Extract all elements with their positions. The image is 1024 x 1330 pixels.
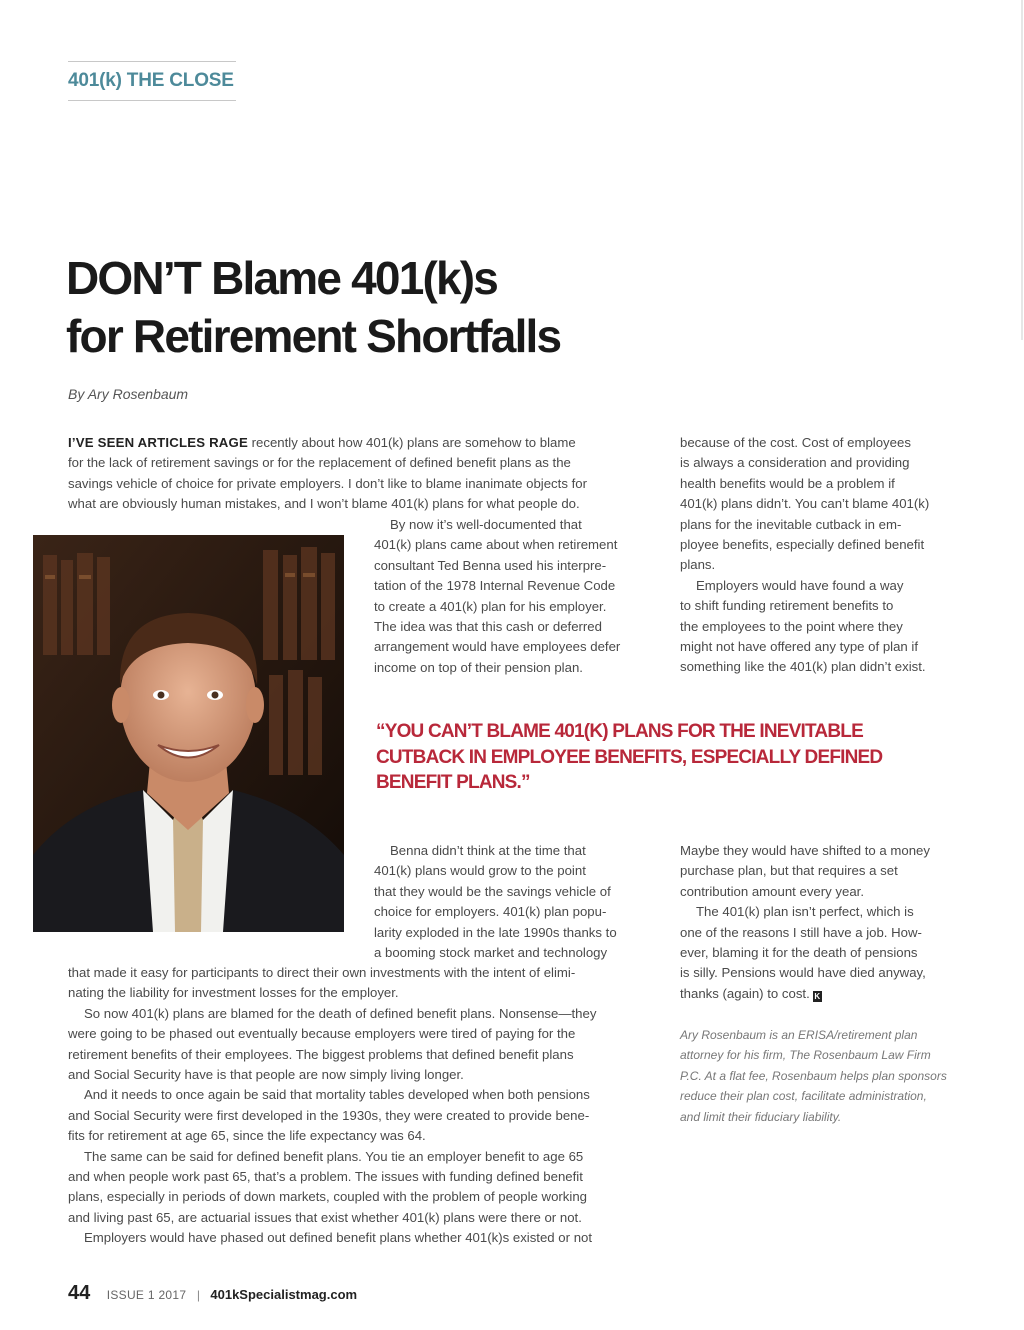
body-line: 401(k) plans would grow to the point [374,863,586,879]
issue-label: ISSUE 1 2017 [106,1288,187,1302]
middle-column-bottom [374,841,617,963]
author-photo [33,535,344,932]
title-line-1: DON’T Blame 401(k)s [66,252,498,304]
body-line: a booming stock market and technology [374,945,608,961]
body-line: to create a 401(k) plan for his employer. [374,598,607,614]
body-line: and when people work past 65, that’s a problem. The issues with funding defined benefit [68,1169,583,1185]
section-label: 401(k) THE CLOSE [68,61,236,101]
pull-quote [376,719,882,796]
body-wide [68,963,596,1249]
body-line: and Social Security were first developed in the 1930s, they were created to provide bene- [68,1107,590,1123]
body-line: 401(k) plans didn’t. You can’t blame 401(k) [680,496,930,512]
site-link[interactable]: 401kSpecialistmag.com [210,1287,358,1302]
body-line: consultant Ted Benna used his interpre- [374,557,607,573]
pull-quote-line: CUTBACK IN EMPLOYEE BENEFITS, ESPECIALLY DEFINED [376,746,883,768]
bio-line: reduce their plan cost, facilitate administration, [680,1089,927,1104]
body-line: By now it’s well-documented that [390,517,582,532]
body-line: Employers would have phased out defined benefit plans whether 401(k)s existed or not [84,1230,593,1246]
intro-line [68,433,587,453]
body-line: retirement benefits of their employees. The biggest problems that defined benefit plans [68,1046,574,1062]
body-line: arrangement would have employees defer [374,639,621,655]
body-line: The same can be said for defined benefit plans. You tie an employer benefit to age 65 [84,1148,584,1164]
body-line: 401(k) plans came about when retirement [374,537,618,553]
byline: By Ary Rosenbaum [68,386,189,402]
intro-first-rest: recently about how 401(k) plans are somehow to blame [247,435,576,450]
body-line: choice for employers. 401(k) plan popu- [374,904,607,920]
body-line: because of the cost. Cost of employees [680,435,911,450]
end-mark-icon: K [814,991,821,1001]
body-line: to shift funding retirement benefits to [680,598,894,614]
intro-line: for the lack of retirement savings or for the replacement of defined benefit plans as the [68,455,571,471]
body-line: and Social Security have is that people are now simply living longer. [68,1067,464,1083]
footer-separator: | [196,1288,200,1302]
body-line: The idea was that this cash or deferred [374,619,602,635]
page-number: 44 [68,1282,91,1304]
body-line: ployee benefits, especially defined benefit [680,537,925,553]
body-line: contribution amount every year. [680,883,864,899]
body-line: the employees to the point where they [680,618,903,634]
body-line: Benna didn’t think at the time that [390,843,586,858]
page-edge-rule [1021,0,1023,340]
body-line: plans. [680,557,716,573]
intro-line: what are obviously human mistakes, and I won’t blame 401(k) plans for what people do. [68,496,580,512]
intro-paragraph [68,433,587,515]
body-line: plans, especially in periods of down markets, coupled with the problem of people working [68,1189,587,1205]
body-line: So now 401(k) plans are blamed for the death of defined benefit plans. Nonsense—they [84,1005,597,1021]
body-line: purchase plan, but that requires a set [680,863,898,879]
bio-line: P.C. At a flat fee, Rosenbaum helps plan sponsors [680,1068,947,1083]
middle-column-top [374,515,620,678]
body-line [680,984,930,1004]
bio-line: attorney for his firm, The Rosenbaum Law Firm [680,1048,931,1063]
intro-line: savings vehicle of choice for private employers. I don’t like to blame inanimate objects for [68,475,587,491]
body-line: ever, blaming it for the death of pensions [680,945,918,961]
pull-quote-line: “YOU CAN’T BLAME 401(K) PLANS FOR THE INEVITABLE [376,721,863,742]
right-column-bottom [680,841,930,1004]
body-line: Maybe they would have shifted to a money [680,843,930,858]
bio-line: and limit their fiduciary liability. [680,1109,842,1124]
body-line: something like the 401(k) plan didn’t exist. [680,659,926,675]
body-line: is silly. Pensions would have died anyway, [680,965,926,981]
body-line: health benefits would be a problem if [680,475,895,491]
body-line: plans for the inevitable cutback in em- [680,516,902,532]
pull-quote-line: BENEFIT PLANS.” [376,772,530,793]
body-line: one of the reasons I still have a job. How- [680,924,922,940]
body-line: that made it easy for participants to direct their own investments with the intent of elimi- [68,965,576,980]
body-line: that they would be the savings vehicle of [374,883,611,899]
body-line: were going to be phased out eventually because employers were tired of paying for the [68,1026,576,1042]
right-column-top [680,433,929,678]
body-line: Employers would have found a way [696,577,904,593]
body-line: fits for retirement at age 65, since the life expectancy was 64. [68,1128,426,1144]
body-line: is always a consideration and providing [680,455,910,471]
body-line: larity exploded in the late 1990s thanks to [374,924,617,940]
article-title [66,249,966,365]
author-bio [680,1025,947,1127]
body-line: might not have offered any type of plan if [680,639,919,655]
body-line: income on top of their pension plan. [374,659,583,675]
body-line: And it needs to once again be said that mortality tables developed when both pensions [84,1087,590,1103]
body-line: nating the liability for investment losses for the employer. [68,985,399,1001]
bio-line: Ary Rosenbaum is an ERISA/retirement plan [680,1028,918,1042]
body-line-text: thanks (again) to cost. [680,985,810,1001]
body-line: The 401(k) plan isn’t perfect, which is [696,904,914,920]
page-footer [68,1282,357,1305]
body-line: tation of the 1978 Internal Revenue Code [374,578,616,594]
lead-in: I’VE SEEN ARTICLES RAGE [68,435,248,450]
body-line: and living past 65, are actuarial issues that exist whether 401(k) plans were there or not. [68,1209,582,1225]
title-line-2: for Retirement Shortfalls [66,310,561,362]
